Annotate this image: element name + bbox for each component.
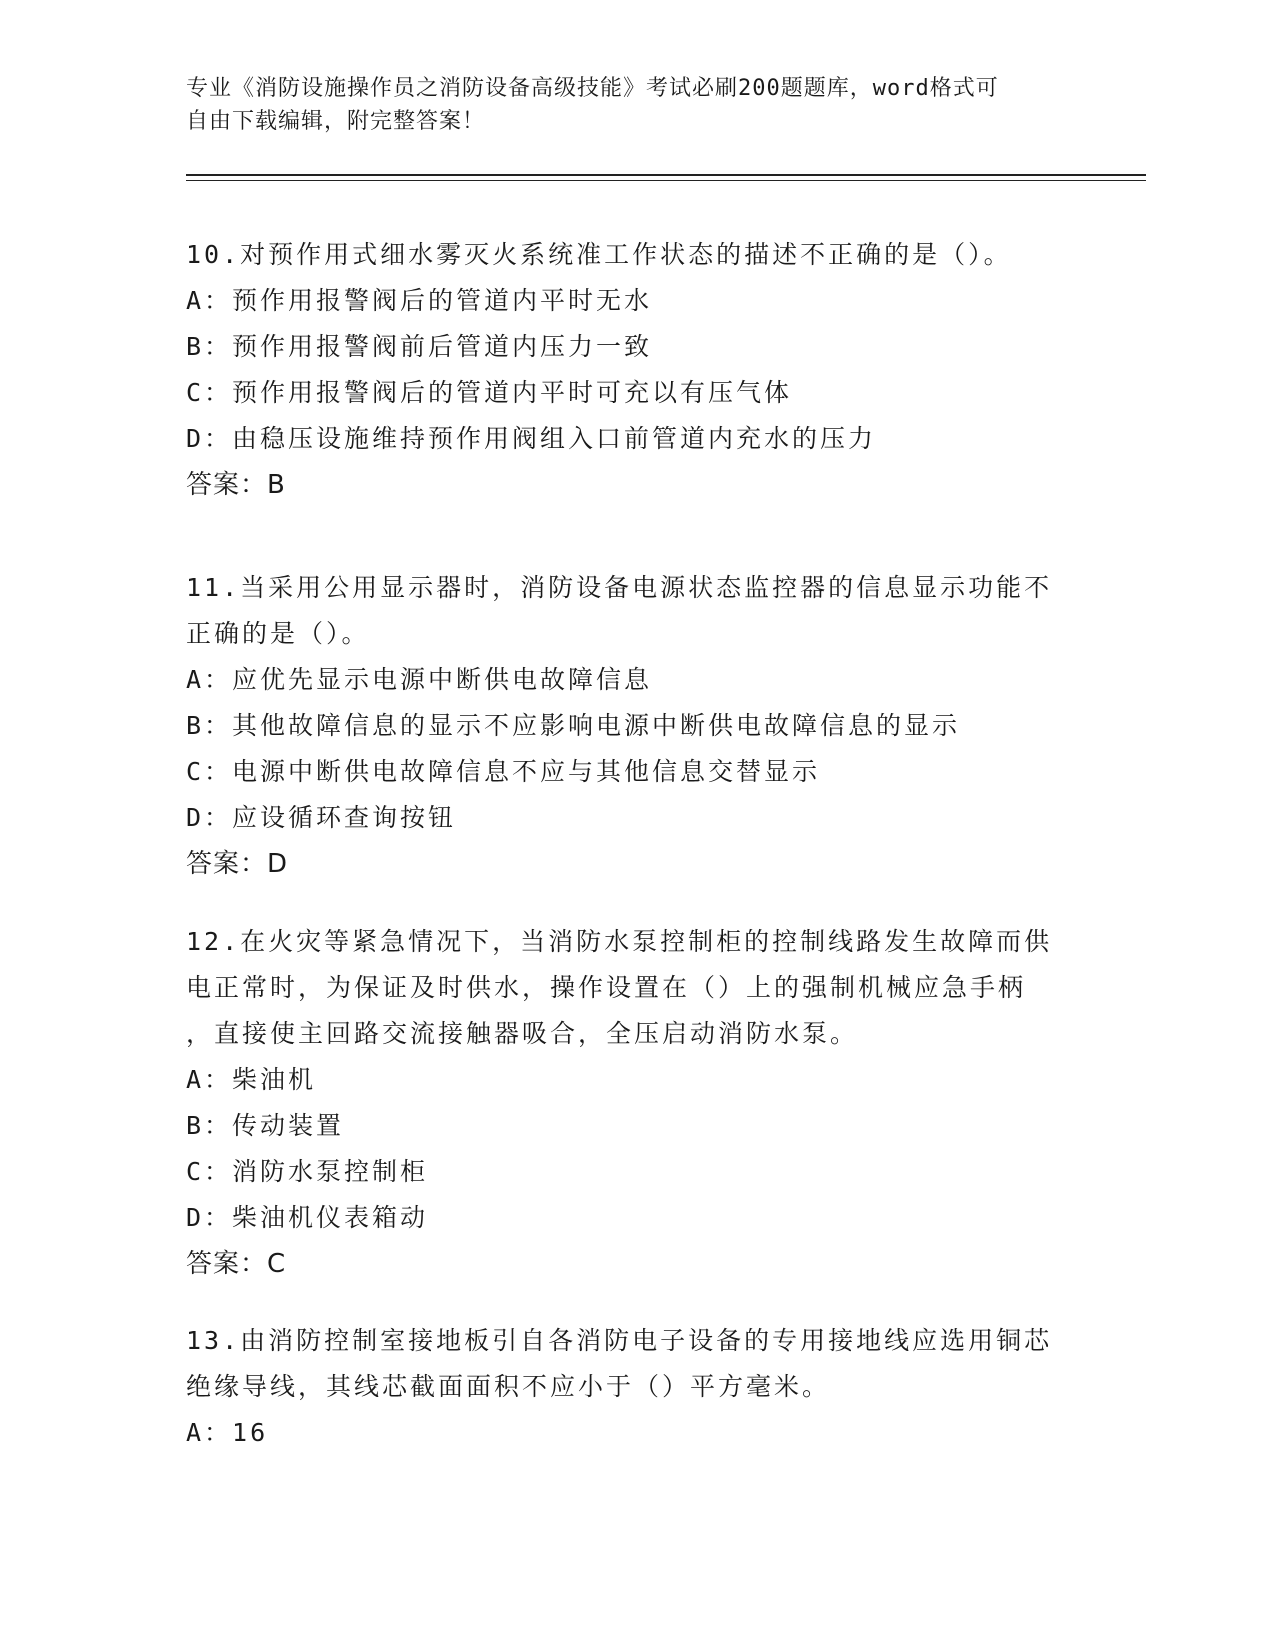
question-stem: 13.由消防控制室接地板引自各消防电子设备的专用接地线应选用铜芯	[186, 1326, 1053, 1355]
option-c: C：预作用报警阀后的管道内平时可充以有压气体	[186, 378, 793, 407]
header-line-1: 专业《消防设施操作员之消防设备高级技能》考试必刷200题题库，word格式可	[186, 76, 999, 101]
option-b: B：其他故障信息的显示不应影响电源中断供电故障信息的显示	[186, 711, 961, 740]
option-c: C：消防水泵控制柜	[186, 1157, 429, 1186]
question-stem: 11.当采用公用显示器时，消防设备电源状态监控器的信息显示功能不	[186, 573, 1053, 602]
option-a: A：应优先显示电源中断供电故障信息	[186, 665, 653, 694]
option-b: B：传动装置	[186, 1111, 345, 1140]
question-12	[186, 919, 1086, 1287]
option-c: C：电源中断供电故障信息不应与其他信息交替显示	[186, 757, 821, 786]
option-b: B：预作用报警阀前后管道内压力一致	[186, 332, 653, 361]
question-stem: 12.在火灾等紧急情况下，当消防水泵控制柜的控制线路发生故障而供	[186, 927, 1053, 956]
option-d: D：柴油机仪表箱动	[186, 1203, 429, 1232]
option-a: A：预作用报警阀后的管道内平时无水	[186, 286, 653, 315]
question-10	[186, 232, 1086, 508]
answer-line: 答案：B	[186, 470, 286, 500]
question-stem: 10.对预作用式细水雾灭火系统准工作状态的描述不正确的是（）。	[186, 240, 1012, 269]
question-stem-continued: 正确的是（）。	[186, 619, 370, 648]
answer-line: 答案：D	[186, 849, 289, 879]
question-13	[186, 1318, 1086, 1456]
question-stem-continued: 绝缘导线，其线芯截面面积不应小于（）平方毫米。	[186, 1372, 831, 1401]
header-divider-thick	[186, 174, 1146, 176]
option-d: D：应设循环查询按钮	[186, 803, 457, 832]
question-stem-continued: ，直接使主回路交流接触器吸合，全压启动消防水泵。	[186, 1019, 859, 1048]
question-stem-continued: 电正常时，为保证及时供水，操作设置在（）上的强制机械应急手柄	[186, 973, 1027, 1002]
option-d: D：由稳压设施维持预作用阀组入口前管道内充水的压力	[186, 424, 877, 453]
option-a: A：柴油机	[186, 1065, 317, 1094]
answer-line: 答案：C	[186, 1249, 287, 1279]
option-a: A：16	[186, 1418, 269, 1447]
question-11	[186, 565, 1086, 887]
document-header	[186, 72, 1086, 138]
header-line-2: 自由下载编辑，附完整答案！	[186, 109, 486, 134]
header-divider-thin	[186, 180, 1146, 181]
